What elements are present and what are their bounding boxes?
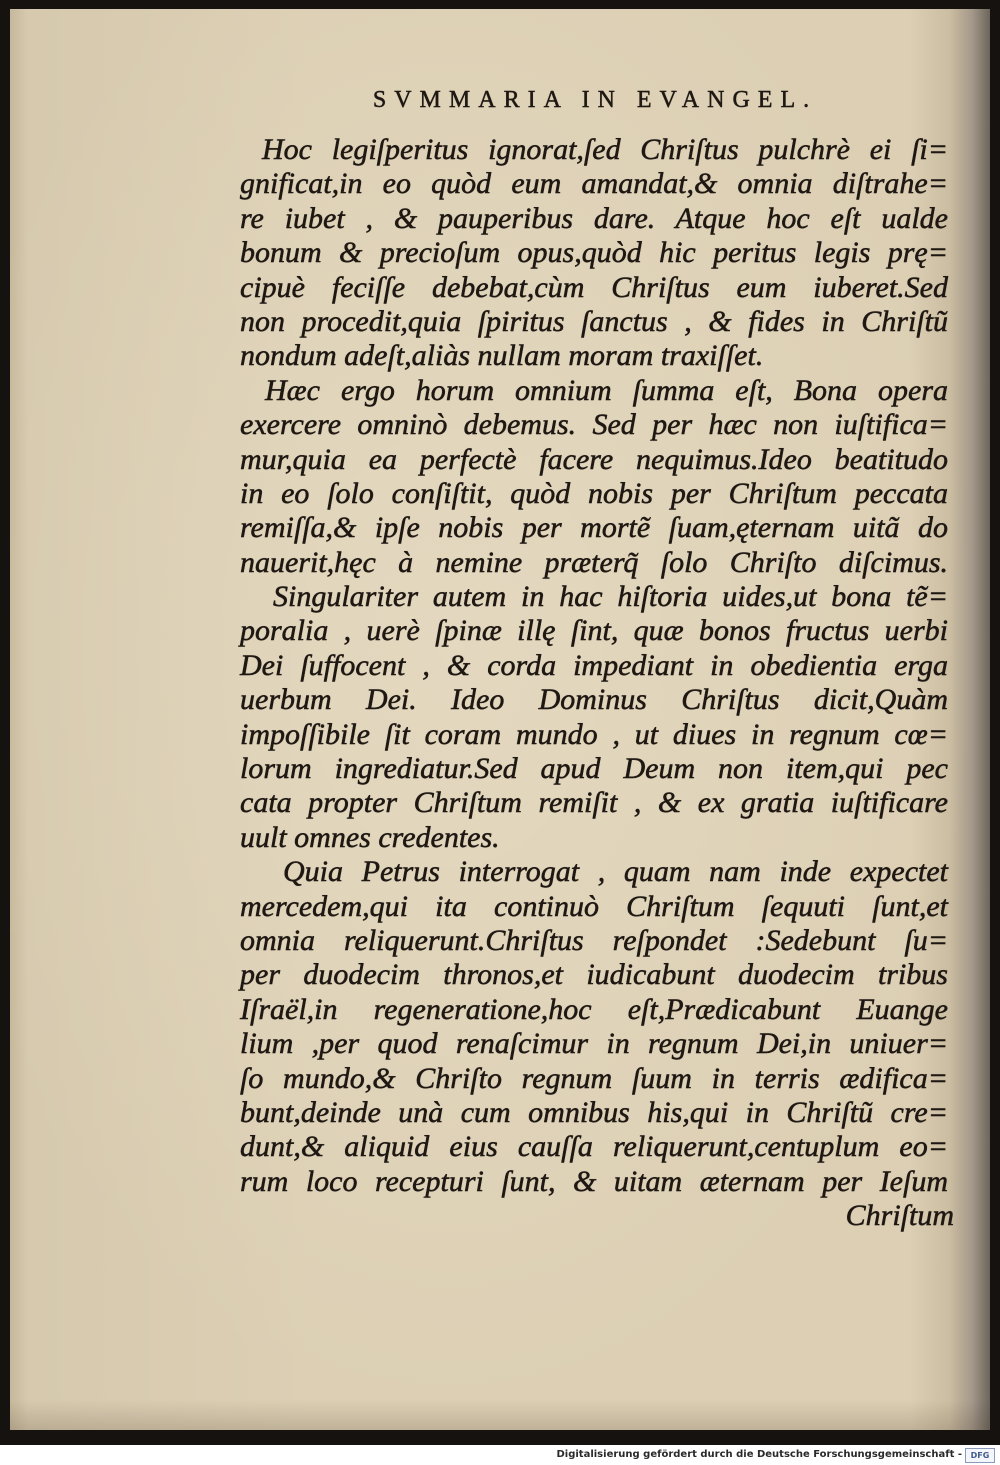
text-line: nondum adeſt,aliàs nullam moram traxiſſet. [240, 339, 764, 373]
paper-sheet [10, 9, 990, 1430]
text-line: poralia , uerè ſpinæ illę ſint, quæ bonos fructus uerbi [240, 614, 948, 648]
text-line: lium ,per quod renaſcimur in regnum Dei,in uniuer= [240, 1027, 948, 1061]
text-line: Iſraël,in regeneratione,hoc eſt,Prædicabunt Euange [240, 992, 948, 1026]
paragraph [240, 580, 948, 855]
text-line: remiſſa,& ipſe nobis per mortẽ ſuam,ęternam uitã do [240, 511, 948, 545]
text-line: Hoc legiſperitus ignorat,ſed Chriſtus pulchrè ei ſi= [262, 133, 948, 166]
footer [0, 1445, 1000, 1465]
text-line: mercedem,qui ita continuò Chriſtum ſequuti ſunt,et [240, 889, 948, 923]
paragraph [240, 855, 948, 1199]
text-line: gnificat,in eo quòd eum amandat,& omnia diſtrahe= [240, 167, 948, 201]
funding-credit: Digitalisierung gefördert durch die Deutsche Forschungsgemeinschaft - [556, 1449, 962, 1460]
text-line: Hæc ergo horum omnium ſumma eſt, Bona opera [265, 373, 948, 407]
text-block [240, 133, 954, 1234]
text-line: bunt,deinde unà cum omnibus his,qui in Chriſtũ cre= [240, 1095, 948, 1129]
text-line: per duodecim thronos,et iudicabunt duodecim tribus [240, 958, 948, 992]
text-line: mur,quia ea perfectè facere nequimus.Ideo beatitudo [240, 442, 948, 476]
text-line: ſo mundo,& Chriſto regnum ſuum in terris ædifica= [240, 1061, 948, 1095]
text-line: Singulariter autem in hac hiſtoria uides,ut bona tẽ= [273, 580, 948, 614]
dfg-logo: DFG [965, 1448, 995, 1463]
text-line: Dei ſuffocent , & corda impediant in obedientia erga [240, 648, 948, 682]
text-line: rum loco recepturi ſunt, & uitam æternam per Ieſum [240, 1164, 948, 1198]
text-line: re iubet , & pauperibus dare. Atque hoc eſt ualde [240, 201, 948, 235]
text-line: uerbum Dei. Ideo Dominus Chriſtus dicit,Quàm [240, 683, 948, 717]
text-line: non procedit,quia ſpiritus ſanctus , & fides in Chriſtũ [240, 304, 948, 338]
text-line: exercere omninò debemus. Sed per hæc non iuſtifica= [240, 408, 948, 442]
text-line: omnia reliquerunt.Chriſtus reſpondet :Sedebunt ſu= [240, 923, 948, 957]
paragraph [240, 133, 948, 374]
text-line: uult omnes credentes. [240, 820, 500, 854]
text-line: nauerit,hęc à nemine præterq̃ ſolo Chriſto diſcimus. [240, 545, 948, 579]
paragraph [240, 374, 948, 580]
text-line: bonum & precioſum opus,quòd hic peritus legis prę= [240, 236, 948, 270]
text-line: cipuè feciſſe debebat,cùm Chriſtus eum iuberet.Sed [240, 270, 948, 304]
text-line: impoſſibile ſit coram mundo , ut diues in regnum cœ= [240, 717, 948, 751]
text-line: dunt,& aliquid eius cauſſa reliquerunt,centuplum eo= [240, 1130, 948, 1164]
text-line: cata propter Chriſtum remiſit , & ex gratia iuſtificare [240, 786, 948, 820]
text-line: Quia Petrus interrogat , quam nam inde expectet [283, 855, 948, 889]
text-line: lorum ingrediatur.Sed apud Deum non item,qui pec [240, 752, 948, 786]
running-head: SVMMARIA IN EVANGEL. [372, 87, 818, 113]
text-line: in eo ſolo conſiſtit, quòd nobis per Chriſtum peccata [240, 476, 948, 510]
catchword: Chriſtum [845, 1199, 954, 1233]
